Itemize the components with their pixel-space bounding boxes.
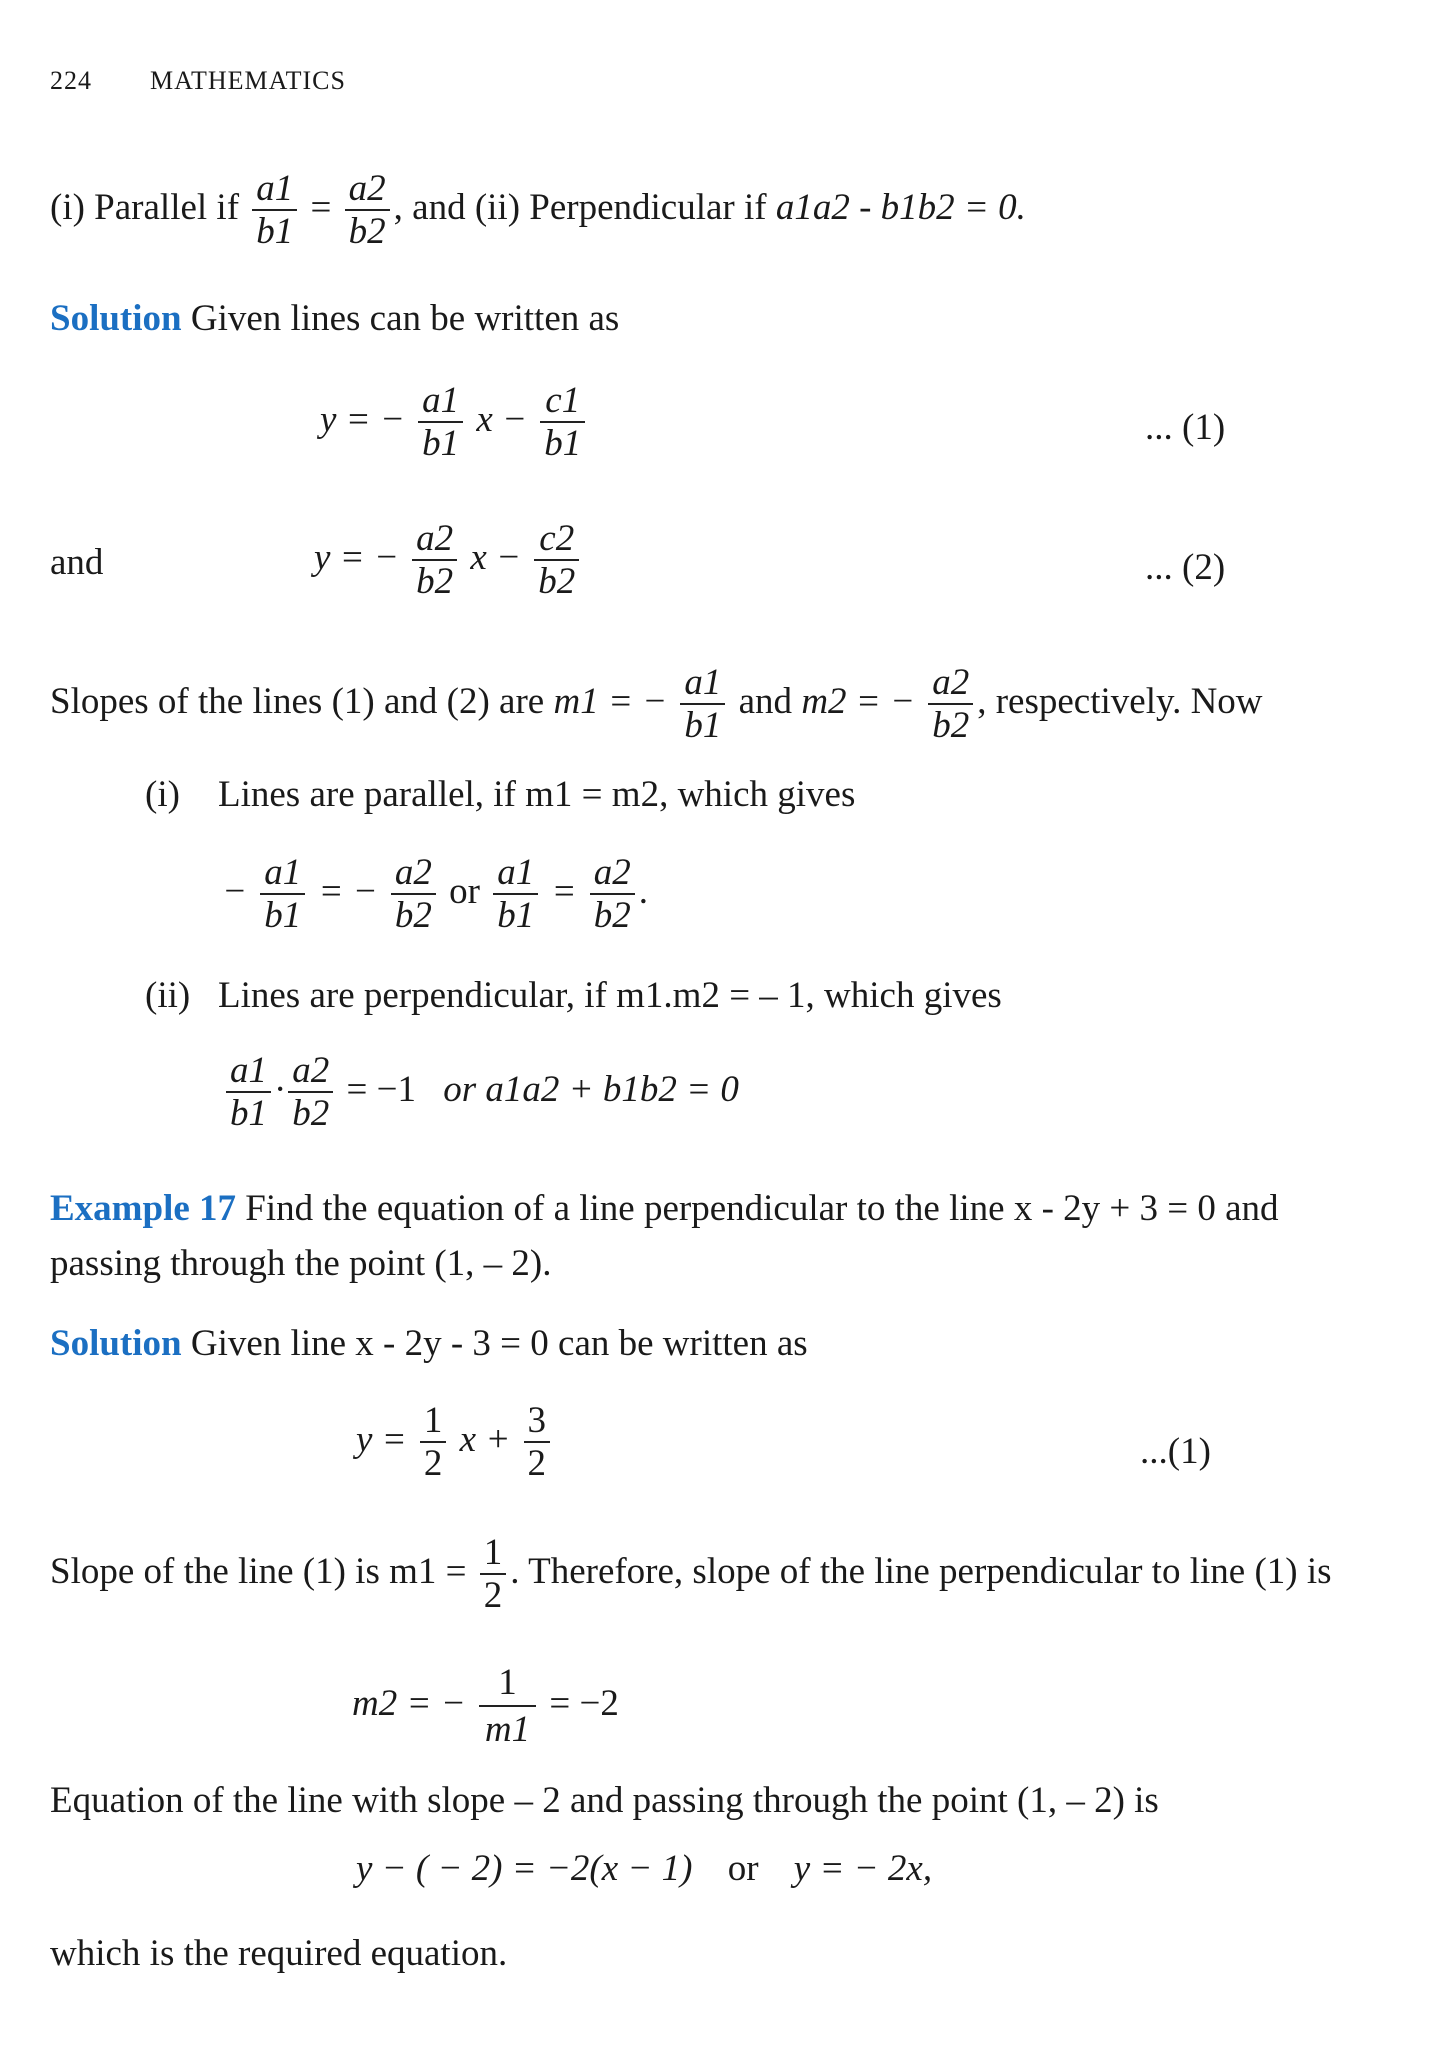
numerator: a1 — [680, 662, 725, 705]
and-word: and — [738, 680, 793, 722]
denominator: b1 — [684, 705, 722, 747]
denominator: 2 — [483, 1575, 503, 1617]
period: . — [638, 870, 648, 912]
equation-lhs: y = − — [320, 398, 405, 440]
fraction — [479, 1660, 536, 1753]
denominator: b1 — [497, 895, 535, 937]
fraction — [412, 518, 457, 603]
solution-label: Solution — [50, 1323, 182, 1364]
denominator: b1 — [422, 423, 460, 465]
equation-statement: Equation of the line with slope – 2 and passing through the point (1, – 2) is — [50, 1780, 1159, 1821]
perpendicular-condition: a1a2 - b1b2 = 0. — [775, 186, 1026, 228]
case-i-label: (i) — [145, 774, 180, 815]
equation-tag: ... (2) — [1145, 547, 1226, 588]
equation-tag: ...(1) — [1140, 1431, 1211, 1472]
numerator: a2 — [412, 518, 457, 561]
denominator: b2 — [593, 895, 631, 937]
equation-lhs: y = — [356, 1418, 407, 1460]
equation-middle: x + — [459, 1418, 511, 1460]
equation-middle: x − — [476, 398, 527, 440]
equation-rhs: = −2 — [549, 1682, 619, 1724]
fraction — [480, 1532, 507, 1617]
numerator: a2 — [345, 168, 390, 211]
numerator: a2 — [590, 852, 635, 895]
numerator: c2 — [534, 518, 579, 561]
equation-lhs: m2 = − — [352, 1682, 466, 1724]
denominator: 2 — [423, 1443, 443, 1485]
solution-label: Solution — [50, 298, 182, 339]
solution-paragraph — [50, 1323, 808, 1366]
slopes-suffix: , respectively. Now — [977, 680, 1263, 722]
equation-tag: ... (1) — [1145, 407, 1226, 448]
equals-minus-one: = −1 — [346, 1068, 416, 1110]
equation-middle: x − — [470, 536, 521, 578]
condition-prefix: (i) Parallel if — [50, 186, 240, 228]
equation-lhs: y = − — [314, 536, 399, 578]
numerator: 1 — [480, 1532, 507, 1575]
or-word: or — [449, 870, 480, 912]
numerator: a2 — [928, 662, 973, 705]
equation-3 — [356, 1400, 554, 1485]
denominator: b2 — [348, 211, 386, 253]
numerator: 1 — [479, 1660, 536, 1707]
slopes-text: Slopes of the lines (1) and (2) are — [50, 680, 545, 722]
denominator: b2 — [292, 1093, 330, 1135]
numerator: a1 — [252, 168, 297, 211]
simplified-form: y = − 2x, — [793, 1848, 933, 1889]
equation-1 — [320, 380, 589, 465]
denominator: b1 — [230, 1093, 267, 1135]
condition-line — [50, 168, 1026, 253]
conclusion: which is the required equation. — [50, 1933, 508, 1974]
numerator: 3 — [524, 1400, 551, 1443]
solution-text: Given lines can be written as — [190, 298, 620, 339]
parallel-equation — [222, 852, 648, 937]
equation-2 — [314, 518, 583, 603]
denominator: b2 — [394, 895, 432, 937]
numerator: a1 — [226, 1050, 271, 1093]
numerator: a2 — [288, 1050, 333, 1093]
fraction — [590, 852, 635, 937]
fraction — [540, 380, 585, 465]
and-label: and — [50, 542, 104, 583]
denominator: b2 — [416, 561, 454, 603]
numerator: a1 — [493, 852, 538, 895]
equals-sign: = — [551, 870, 577, 912]
fraction — [420, 1400, 447, 1485]
denominator: b2 — [932, 705, 970, 747]
fraction — [493, 852, 538, 937]
fraction — [534, 518, 579, 603]
case-ii-label: (ii) — [145, 975, 191, 1016]
denominator: b1 — [264, 895, 302, 937]
fraction — [226, 1050, 271, 1135]
denominator: b1 — [256, 211, 294, 253]
denominator: 2 — [527, 1443, 547, 1485]
fraction — [928, 662, 973, 747]
fraction — [260, 852, 305, 937]
fraction — [288, 1050, 333, 1135]
example-17-line1 — [50, 1188, 1279, 1231]
perpendicular-equation — [222, 1050, 739, 1135]
or-word: or — [727, 1848, 759, 1889]
example-17-line2: passing through the point (1, – 2). — [50, 1243, 552, 1284]
slopes-line — [50, 662, 1263, 747]
fraction — [680, 662, 725, 747]
equals-minus: = − — [318, 870, 378, 912]
numerator: a1 — [260, 852, 305, 895]
fraction — [524, 1400, 551, 1485]
slope-m2: m2 = − — [801, 680, 915, 722]
minus-sign: − — [222, 870, 247, 912]
fraction — [391, 852, 436, 937]
running-title: MATHEMATICS — [150, 66, 346, 95]
equals-sign: = — [310, 186, 332, 228]
case-i-text: Lines are parallel, if m1 = m2, which gives — [218, 774, 856, 815]
numerator: a1 — [418, 380, 463, 423]
slope-statement — [50, 1532, 1332, 1617]
fraction — [345, 168, 390, 253]
denominator: b2 — [538, 561, 576, 603]
numerator: a2 — [391, 852, 436, 895]
example-text: Find the equation of a line perpendicular to the line x - 2y + 3 = 0 and — [245, 1188, 1279, 1229]
slope-m1: m1 = − — [553, 680, 668, 722]
condition-middle: , and (ii) Perpendicular if — [393, 186, 767, 228]
example-label: Example 17 — [50, 1188, 237, 1229]
denominator: m1 — [484, 1709, 531, 1751]
final-equation — [356, 1848, 932, 1891]
point-slope-form: y − ( − 2) = −2(x − 1) — [356, 1848, 693, 1889]
solution-text: Given line x - 2y - 3 = 0 can be written as — [190, 1323, 808, 1364]
numerator: 1 — [420, 1400, 447, 1443]
slope-text: Slope of the line (1) is m1 = — [50, 1550, 467, 1592]
slope-suffix: . Therefore, slope of the line perpendicular to line (1) is — [510, 1550, 1332, 1592]
equation-4 — [352, 1660, 619, 1753]
fraction — [418, 380, 463, 465]
denominator: b1 — [544, 423, 582, 465]
dot-operator: · — [275, 1068, 285, 1110]
numerator: c1 — [540, 380, 585, 423]
case-ii-text: Lines are perpendicular, if m1.m2 = – 1, which gives — [218, 975, 1002, 1016]
page-number: 224 — [50, 66, 92, 95]
solution-paragraph — [50, 298, 619, 341]
product-sum-equation: or a1a2 + b1b2 = 0 — [443, 1068, 739, 1110]
fraction — [252, 168, 297, 253]
